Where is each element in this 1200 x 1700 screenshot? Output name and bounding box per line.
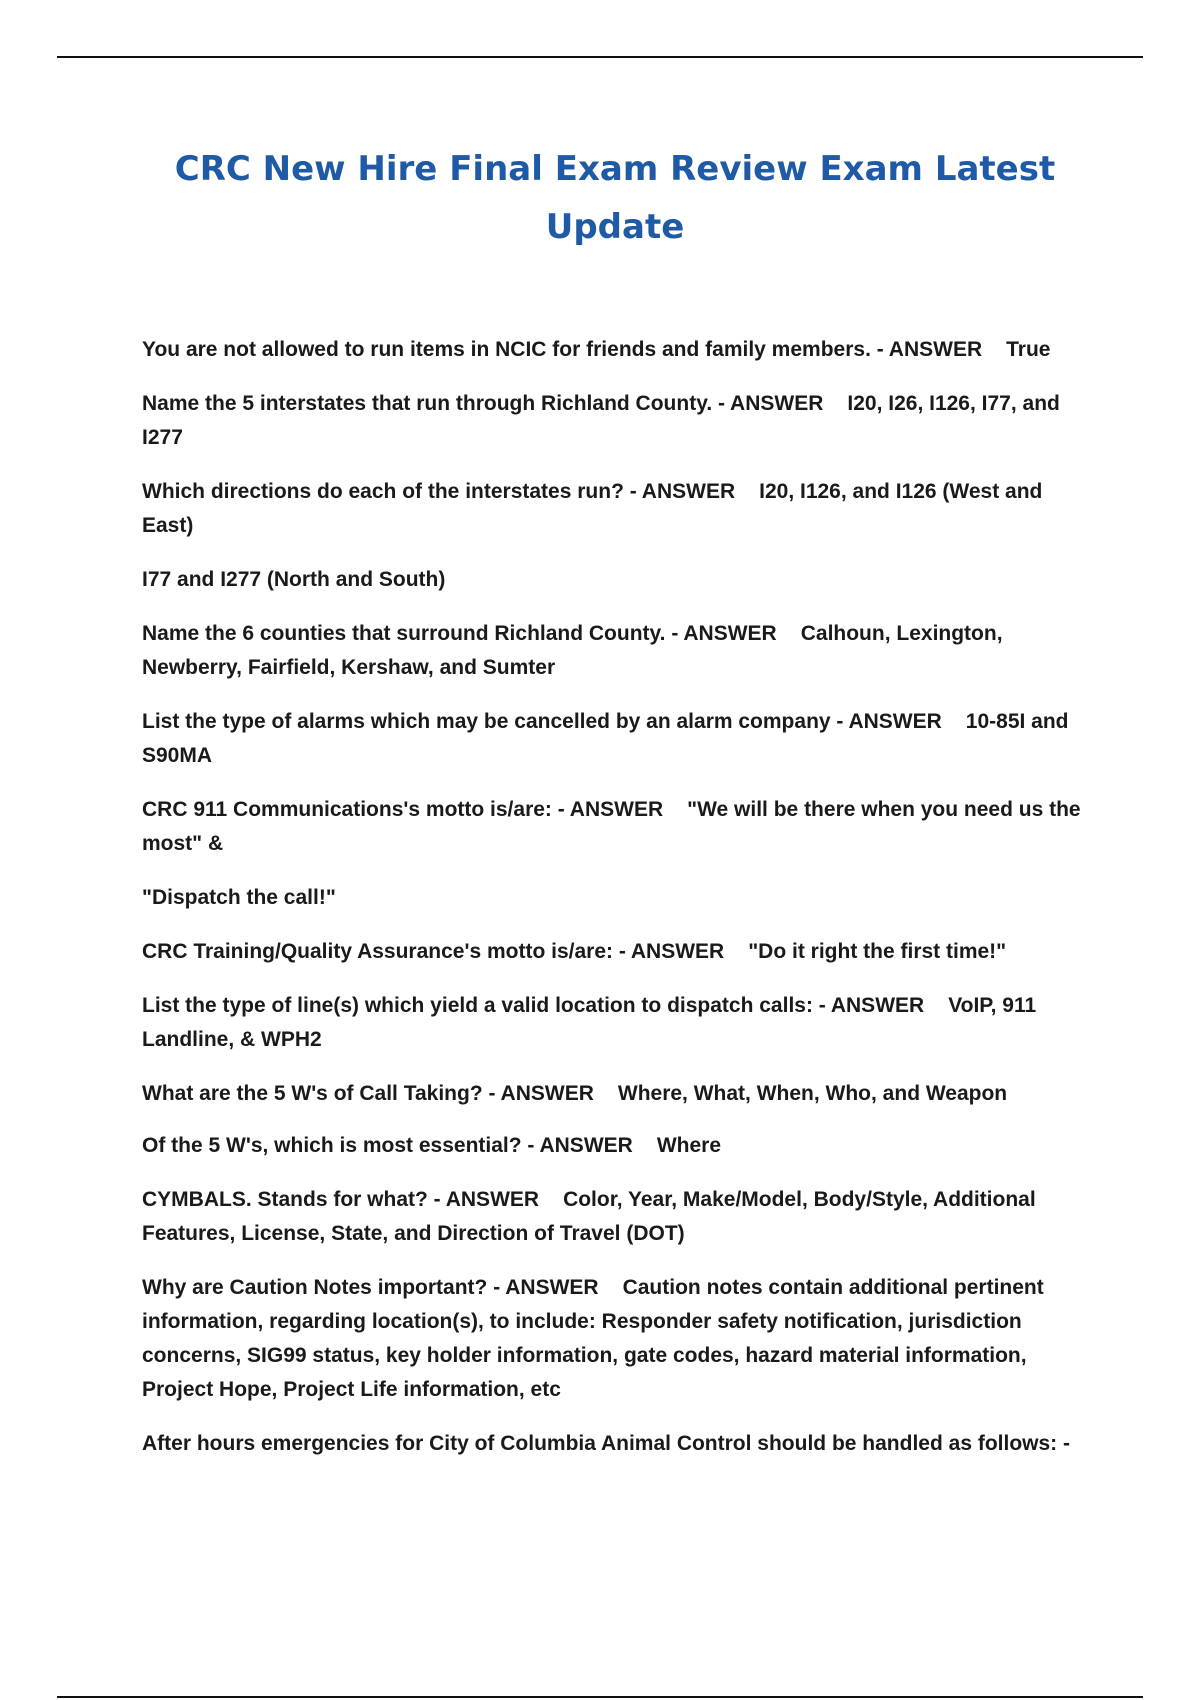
- answer-marker: - ANSWER: [712, 392, 824, 415]
- answer-text: I20, I126, and I126 (West and East): [142, 480, 1043, 537]
- question-text: You are not allowed to run items in NCIC for friends and family members.: [142, 338, 871, 361]
- answer-marker: - ANSWER: [482, 1082, 594, 1105]
- qa-item: [142, 1077, 1097, 1111]
- qa-list: [142, 333, 1097, 1481]
- qa-continuation: [142, 881, 1097, 915]
- qa-item: [142, 475, 1097, 543]
- qa-item: [142, 989, 1097, 1057]
- answer-marker: - ANSWER: [830, 710, 942, 733]
- qa-item: [142, 1183, 1097, 1251]
- question-text: Which directions do each of the interstates run?: [142, 480, 624, 503]
- top-divider: [57, 56, 1143, 58]
- qa-item: [142, 1129, 1097, 1163]
- answer-text: I20, I26, I126, I77, and I277: [142, 392, 1060, 449]
- qa-item: [142, 793, 1097, 861]
- question-text: List the type of alarms which may be cancelled by an alarm company: [142, 710, 831, 733]
- question-text: CYMBALS. Stands for what?: [142, 1188, 428, 1211]
- question-text: Of the 5 W's, which is most essential?: [142, 1134, 522, 1157]
- qa-item: [142, 617, 1097, 685]
- answer-text: "We will be there when you need us the most" &: [142, 798, 1081, 855]
- answer-text: Where, What, When, Who, and Weapon: [617, 1082, 1008, 1105]
- question-text: Why are Caution Notes important?: [142, 1276, 488, 1299]
- answer-text: Color, Year, Make/Model, Body/Style, Additional Features, License, State, and Direction of Travel (DOT): [142, 1188, 1036, 1245]
- qa-item: [142, 935, 1097, 969]
- answer-marker: - ANSWER: [521, 1134, 633, 1157]
- qa-item: [142, 387, 1097, 455]
- answer-text: 10-85I and S90MA: [142, 710, 1069, 767]
- answer-marker: - ANSWER: [623, 480, 736, 503]
- question-text: What are the 5 W's of Call Taking?: [142, 1082, 483, 1105]
- answer-text: Where: [656, 1134, 721, 1157]
- answer-marker: - ANSWER: [487, 1276, 599, 1299]
- answer-text: VoIP, 911 Landline, & WPH2: [142, 994, 1037, 1051]
- answer-marker: - ANSWER: [427, 1188, 540, 1211]
- question-text: Name the 5 interstates that run through Richland County.: [142, 392, 713, 415]
- document-title: CRC New Hire Final Exam Review Exam Latest Update: [174, 149, 1056, 247]
- question-text: After hours emergencies for City of Columbia Animal Control should be handled as follows:: [142, 1432, 1058, 1455]
- qa-item: [142, 705, 1097, 773]
- answer-text: Calhoun, Lexington, Newberry, Fairfield, Kershaw, and Sumter: [142, 622, 1003, 679]
- qa-item: [142, 1271, 1097, 1407]
- qa-item: [142, 333, 1097, 367]
- answer-trailing-marker: -: [1057, 1432, 1070, 1455]
- answer-marker: - ANSWER: [665, 622, 777, 645]
- answer-text: True: [1006, 338, 1051, 361]
- qa-continuation: [142, 563, 1097, 597]
- answer-marker: - ANSWER: [812, 994, 925, 1017]
- answer-marker: - ANSWER: [613, 940, 725, 963]
- question-text: CRC Training/Quality Assurance's motto is/are:: [142, 940, 613, 963]
- answer-text: Caution notes contain additional pertinent information, regarding location(s), to include: Responder safety notification, jurisdiction concerns, SIG99 status, key holder information, gate codes, hazard material information, Project Hope, Project Life information, etc: [142, 1276, 1044, 1401]
- qa-item: [142, 1427, 1097, 1461]
- answer-marker: - ANSWER: [870, 338, 983, 361]
- bottom-divider: [57, 1696, 1143, 1698]
- question-text: Name the 6 counties that surround Richland County.: [142, 622, 666, 645]
- answer-text: "Do it right the first time!": [748, 940, 1007, 963]
- question-text: List the type of line(s) which yield a valid location to dispatch calls:: [142, 994, 813, 1017]
- answer-marker: - ANSWER: [551, 798, 664, 821]
- question-text: CRC 911 Communications's motto is/are:: [142, 798, 552, 821]
- continuation-text: "Dispatch the call!": [142, 886, 336, 909]
- continuation-text: I77 and I277 (North and South): [142, 568, 446, 591]
